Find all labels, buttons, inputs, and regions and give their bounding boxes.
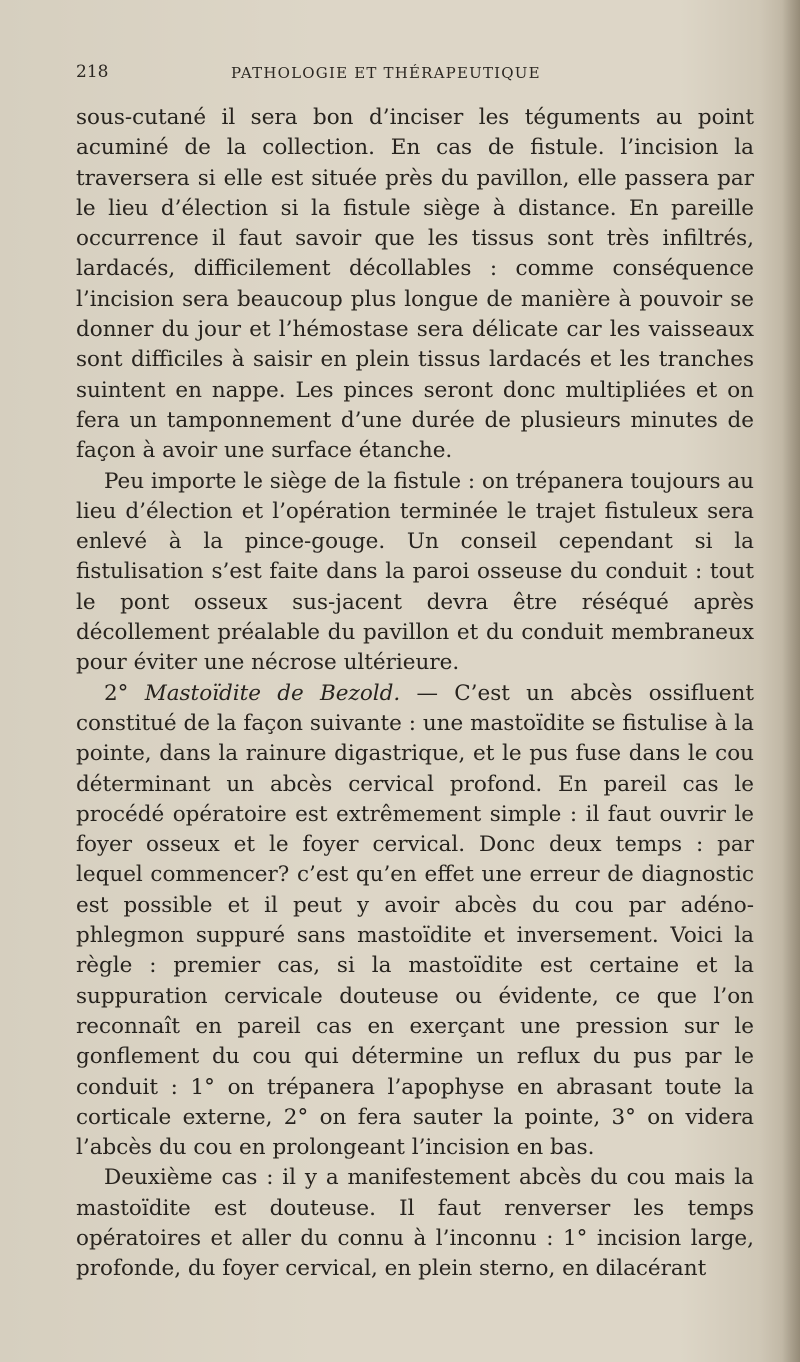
paragraph-4: Deuxième cas : il y a manifestement abcès du cou mais la mastoïdite est douteuse. Il faut renverser les temps opératoires et aller du connu à l’inconnu : 1° incision large, profonde, du foyer cervical, en plein sterno, en dilacérant (76, 1165, 754, 1282)
section-number: 2° (104, 680, 129, 706)
running-title: PATHOLOGIE ET THÉRAPEUTIQUE (231, 64, 541, 82)
paragraph-2: Peu importe le siège de la fistule : on trépanera toujours au lieu d’élection et l’opération terminée le trajet fistuleux sera enlevé à la pince-gouge. Un conseil cependant si la fistulisation s’est faite dans la paroi osseuse du conduit : tout le pont osseux sus-jacent devra être réséqué après décollement préalable du pavillon et du conduit membraneux pour éviter une nécrose ultérieure. (76, 468, 755, 676)
running-head (76, 62, 756, 88)
body-text (76, 103, 754, 1285)
page-number: 218 (76, 62, 109, 82)
section-text: — C’est un abcès ossifluent constitué de la façon suivante : une mastoïdite se fistulise à la pointe, dans la rainure digastrique, et le pus fuse dans le cou déterminant un abcès cervical profond. En pareil cas le procédé opératoire est extrêmement simple : il faut ouvrir le foyer osseux et le foyer cervical. Donc deux temps : par lequel commencer? c’est qu’en effet une erreur de diagnostic est possible et il peut y avoir abcès du cou par adéno-phlegmon suppuré sans mastoïdite et inversement. Voici la règle : premier cas, si la mastoïdite est certaine et la suppuration cervicale douteuse ou évidente, ce que l’on reconnaît en pareil cas en exerçant une pression sur le gonflement du cou qui détermine un reflux du pus par le conduit : 1° on trépanera l’apophyse en abrasant toute la corticale externe, 2° on fera sauter la pointe, 3° on videra l’abcès du cou en prolongeant l’incision en bas. (76, 680, 754, 1161)
paragraph-1: sous-cutané il sera bon d’inciser les téguments au point acuminé de la collection. En cas de fistule. l’incision la traversera si elle est située près du pavillon, elle passera par le lieu d’élection si la fistule siège à distance. En pareille occurrence il faut savoir que les tissus sont très infiltrés, lardacés, difficilement décollables : comme conséquence l’incision sera beaucoup plus longue de manière à pouvoir se donner du jour et l’hémostase sera délicate car les vaisseaux sont difficiles à saisir en plein tissus lardacés et les tranches suintent en nappe. Les pinces seront donc multipliées et on fera un tamponnement d’une durée de plusieurs minutes de façon à avoir une surface étanche. (76, 105, 754, 464)
section-title: Mastoïdite de Bezold. (144, 680, 401, 706)
paragraph-3 (76, 679, 754, 1164)
